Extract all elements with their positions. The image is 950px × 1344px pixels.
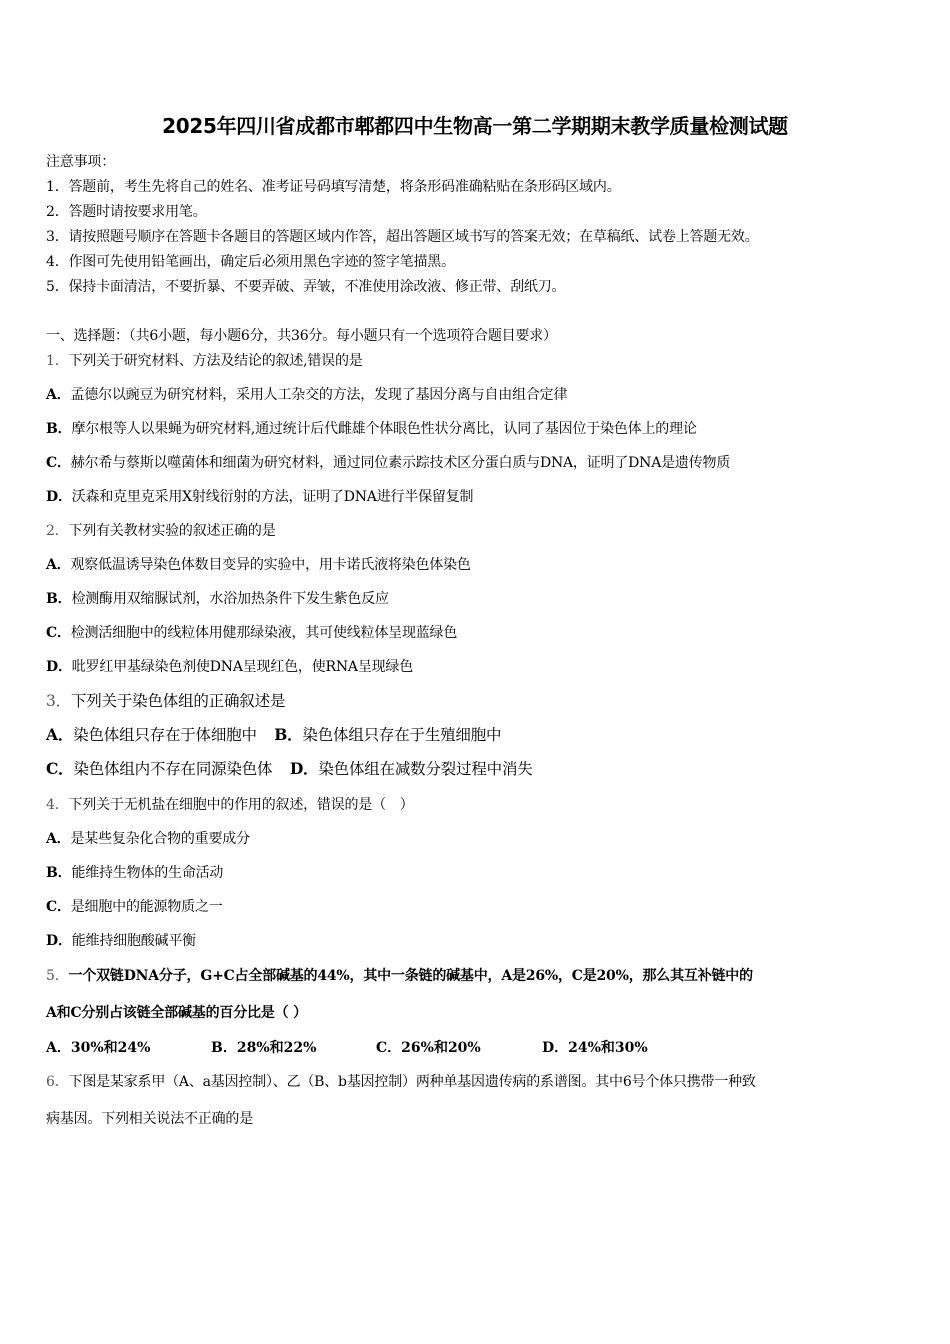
question-stem: 下列关于染色体组的正确叙述是 bbox=[70, 692, 286, 710]
option-5d bbox=[542, 1038, 648, 1058]
option-letter: C． bbox=[46, 899, 71, 915]
option-2d bbox=[46, 657, 413, 677]
option-letter: B． bbox=[46, 865, 72, 881]
option-letter: B． bbox=[46, 421, 72, 437]
option-text: 能维持生物体的生命活动 bbox=[71, 865, 224, 881]
option-text: 孟德尔以豌豆为研究材料，采用人工杂交的方法，发现了基因分离与自由组合定律 bbox=[70, 387, 568, 403]
notice-item: 4．作图可先使用铅笔画出，确定后必须用黑色字迹的签字笔描黑。 bbox=[46, 254, 455, 270]
option-text: 观察低温诱导染色体数目变异的实验中，用卡诺氏液将染色体染色 bbox=[70, 557, 471, 573]
option-letter: A． bbox=[46, 1040, 71, 1056]
option-text: 摩尔根等人以果蝇为研究材料,通过统计后代雌雄个体眼色性状分离比，认同了基因位于染色体上的理论 bbox=[71, 421, 697, 437]
option-1c bbox=[46, 453, 730, 473]
option-letter: D． bbox=[46, 659, 72, 675]
option-letter: B． bbox=[46, 591, 72, 607]
option-text: 能维持细胞酸碱平衡 bbox=[71, 933, 196, 949]
option-text: 是某些复杂化合物的重要成分 bbox=[70, 831, 250, 847]
option-text: 吡罗红甲基绿染色剂使DNA呈现红色，使RNA呈现绿色 bbox=[71, 659, 414, 675]
option-letter: C． bbox=[46, 625, 71, 641]
option-letter: A． bbox=[46, 387, 71, 403]
option-2a bbox=[46, 555, 471, 575]
option-4c bbox=[46, 897, 223, 917]
question-stem: 下图是某家系甲（A、a基因控制）、乙（B、b基因控制）两种单基因遗传病的系谱图。其中6号个体只携带一种致 bbox=[68, 1074, 756, 1090]
question-stem: 下列关于无机盐在细胞中的作用的叙述，错误的是（ ） bbox=[68, 797, 414, 813]
option-letter: C． bbox=[376, 1040, 402, 1056]
option-text: 24%和30% bbox=[568, 1040, 648, 1056]
question-number: 1． bbox=[46, 353, 69, 369]
option-text: 检测酶用双缩脲试剂，水浴加热条件下发生紫色反应 bbox=[71, 591, 389, 607]
question-2 bbox=[46, 521, 276, 541]
option-letter: D． bbox=[46, 489, 72, 505]
question-1 bbox=[46, 351, 363, 371]
section-heading: 一、选择题：（共6小题，每小题6分，共36分。每小题只有一个选项符合题目要求） bbox=[46, 328, 557, 344]
question-stem: 一个双链DNA分子，G+C占全部碱基的44%，其中一条链的碱基中，A是26%，C是20%，那么其互补链中的 bbox=[68, 968, 753, 984]
question-4 bbox=[46, 795, 414, 815]
option-text: 检测活细胞中的线粒体用健那绿染液，其可使线粒体呈现蓝绿色 bbox=[70, 625, 458, 641]
option-text: 染色体组只存在于体细胞中 bbox=[73, 726, 257, 744]
question-5 bbox=[46, 966, 753, 986]
option-text: 28%和22% bbox=[236, 1040, 317, 1056]
options-3ab bbox=[46, 725, 501, 745]
option-text: 30%和24% bbox=[70, 1040, 151, 1056]
question-5-cont: A和C分别占该链全部碱基的百分比是（ ） bbox=[46, 1005, 307, 1021]
question-stem: 下列有关教材实验的叙述正确的是 bbox=[68, 523, 276, 539]
option-text: 沃森和克里克采用X射线衍射的方法，证明了DNA进行半保留复制 bbox=[71, 489, 474, 505]
notice-item: 5．保持卡面清洁，不要折暴、不要弄破、弄皱，不准使用涂改液、修正带、刮纸刀。 bbox=[46, 279, 566, 295]
notice-item: 3．请按照题号顺序在答题卡各题目的答题区域内作答，超出答题区域书写的答案无效；在草稿纸、试卷上答题无效。 bbox=[46, 229, 759, 245]
option-letter: A． bbox=[46, 725, 74, 744]
question-number: 6． bbox=[46, 1074, 69, 1090]
option-4b bbox=[46, 863, 223, 883]
notice-item: 2．答题时请按要求用笔。 bbox=[46, 204, 207, 220]
question-number: 5． bbox=[46, 968, 69, 984]
option-letter: D． bbox=[542, 1040, 569, 1056]
question-6 bbox=[46, 1072, 756, 1092]
option-5c bbox=[376, 1038, 481, 1058]
option-text: 染色体组只存在于生殖细胞中 bbox=[302, 726, 502, 744]
option-letter: D． bbox=[46, 933, 72, 949]
page-title: 2025年四川省成都市郫都四中生物高一第二学期期末教学质量检测试题 bbox=[162, 114, 788, 138]
option-letter: B． bbox=[274, 725, 303, 744]
question-3 bbox=[46, 691, 285, 711]
option-letter: A． bbox=[46, 557, 71, 573]
option-1b bbox=[46, 419, 697, 439]
option-4a bbox=[46, 829, 250, 849]
option-text: 是细胞中的能源物质之一 bbox=[70, 899, 223, 915]
option-letter: C． bbox=[46, 455, 71, 471]
option-2b bbox=[46, 589, 389, 609]
question-stem: 下列关于研究材料、方法及结论的叙述,错误的是 bbox=[68, 353, 363, 369]
question-number: 4． bbox=[46, 797, 69, 813]
option-letter: C． bbox=[46, 759, 74, 778]
option-text: 26%和20% bbox=[401, 1040, 481, 1056]
option-letter: B． bbox=[211, 1040, 237, 1056]
options-3cd bbox=[46, 759, 533, 779]
notice-heading: 注意事项： bbox=[46, 154, 115, 170]
option-1d bbox=[46, 487, 473, 507]
question-number: 3． bbox=[46, 692, 71, 710]
option-2c bbox=[46, 623, 457, 643]
option-4d bbox=[46, 931, 196, 951]
option-text: 染色体组内不存在同源染色体 bbox=[73, 760, 273, 778]
option-letter: A． bbox=[46, 831, 71, 847]
notice-item: 1．答题前，考生先将自己的姓名、准考证号码填写清楚，将条形码准确粘贴在条形码区域内。 bbox=[46, 179, 621, 195]
option-5b bbox=[211, 1038, 316, 1058]
question-6-cont: 病基因。下列相关说法不正确的是 bbox=[46, 1111, 253, 1127]
option-text: 赫尔希与蔡斯以噬菌体和细菌为研究材料，通过同位素示踪技术区分蛋白质与DNA，证明了DNA是遗传物质 bbox=[70, 455, 731, 471]
option-text: 染色体组在减数分裂过程中消失 bbox=[318, 760, 533, 778]
option-5a bbox=[46, 1038, 150, 1058]
option-1a bbox=[46, 385, 567, 405]
question-number: 2． bbox=[46, 523, 69, 539]
option-letter: D． bbox=[289, 759, 319, 778]
